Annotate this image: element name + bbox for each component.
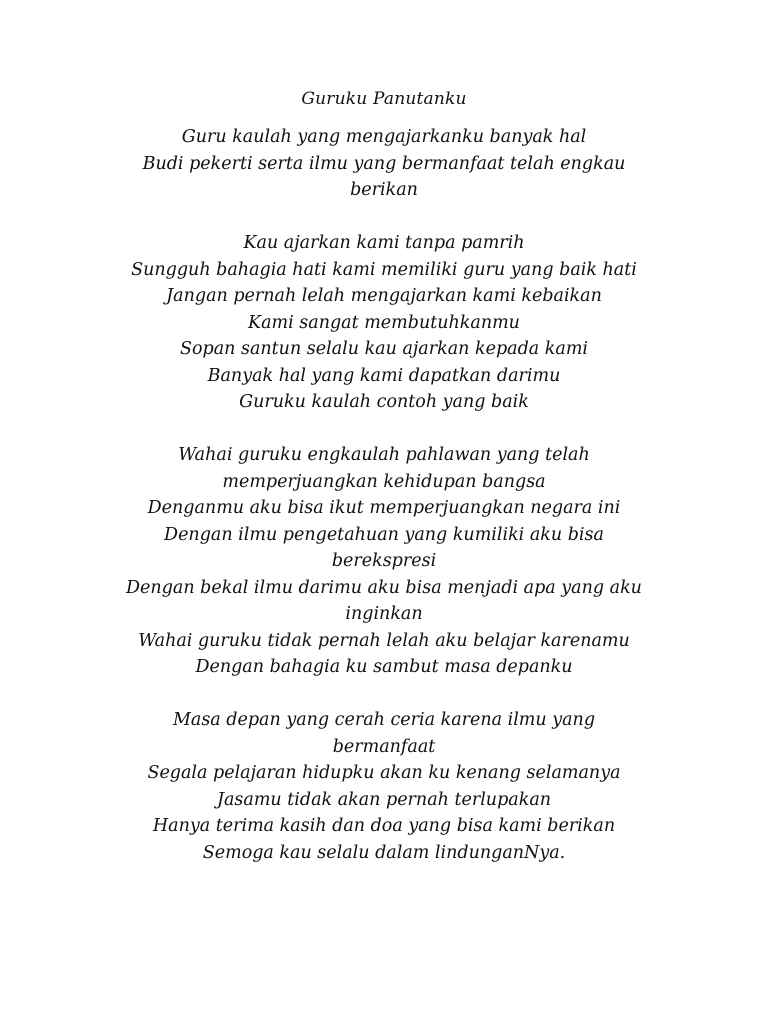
poem-line: Hanya terima kasih dan doa yang bisa kami berikan <box>152 816 616 836</box>
poem-line: Guru kaulah yang mengajarkanku banyak hal <box>181 127 587 147</box>
poem-line: Kami sangat membutuhkanmu <box>248 312 520 333</box>
poem-line: Masa depan yang cerah ceria karena ilmu yang <box>172 710 596 730</box>
poem-body <box>40 124 728 866</box>
poem-line: Banyak hal yang kami dapatkan darimu <box>207 365 561 386</box>
poem-line: Sopan santun selalu kau ajarkan kepada kami <box>179 339 589 359</box>
poem-line: Dengan ilmu pengetahuan yang kumiliki aku bisa <box>164 524 604 545</box>
poem-title: Guruku Panutanku <box>301 89 467 109</box>
poem-line: Kau ajarkan kami tanpa pamrih <box>243 233 525 253</box>
poem-line: Dengan bekal ilmu darimu aku bisa menjadi apa yang aku <box>126 577 642 598</box>
poem-line: bermanfaat <box>332 736 436 757</box>
poem-line: Segala pelajaran hidupku akan ku kenang selamanya <box>147 763 621 783</box>
poem-line: Denganmu aku bisa ikut memperjuangkan negara ini <box>147 498 621 518</box>
poem-line: Wahai guruku engkaulah pahlawan yang telah <box>178 445 590 465</box>
poem-line: Sungguh bahagia hati kami memiliki guru yang baik hati <box>131 259 637 280</box>
stanza-4 <box>40 707 728 866</box>
poem-line: Guruku kaulah contoh yang baik <box>239 392 529 412</box>
poem-line: berikan <box>350 180 418 200</box>
poem-line: Jasamu tidak akan pernah terlupakan <box>216 789 552 810</box>
poem-line: Semoga kau selalu dalam lindunganNya. <box>202 842 566 863</box>
poem-line: inginkan <box>345 604 423 624</box>
poem-line: Dengan bahagia ku sambut masa depanku <box>195 657 573 677</box>
poem-line: Budi pekerti serta ilmu yang bermanfaat telah engkau <box>142 153 626 174</box>
poem-line: Jangan pernah lelah mengajarkan kami kebaikan <box>166 286 602 306</box>
poem-line: Wahai guruku tidak pernah lelah aku belajar karenamu <box>138 630 630 651</box>
stanza-2 <box>40 230 728 416</box>
stanza-3 <box>40 442 728 681</box>
poem-line: berekspresi <box>331 551 437 571</box>
stanza-1 <box>40 124 728 204</box>
poem-line: memperjuangkan kehidupan bangsa <box>222 471 546 492</box>
